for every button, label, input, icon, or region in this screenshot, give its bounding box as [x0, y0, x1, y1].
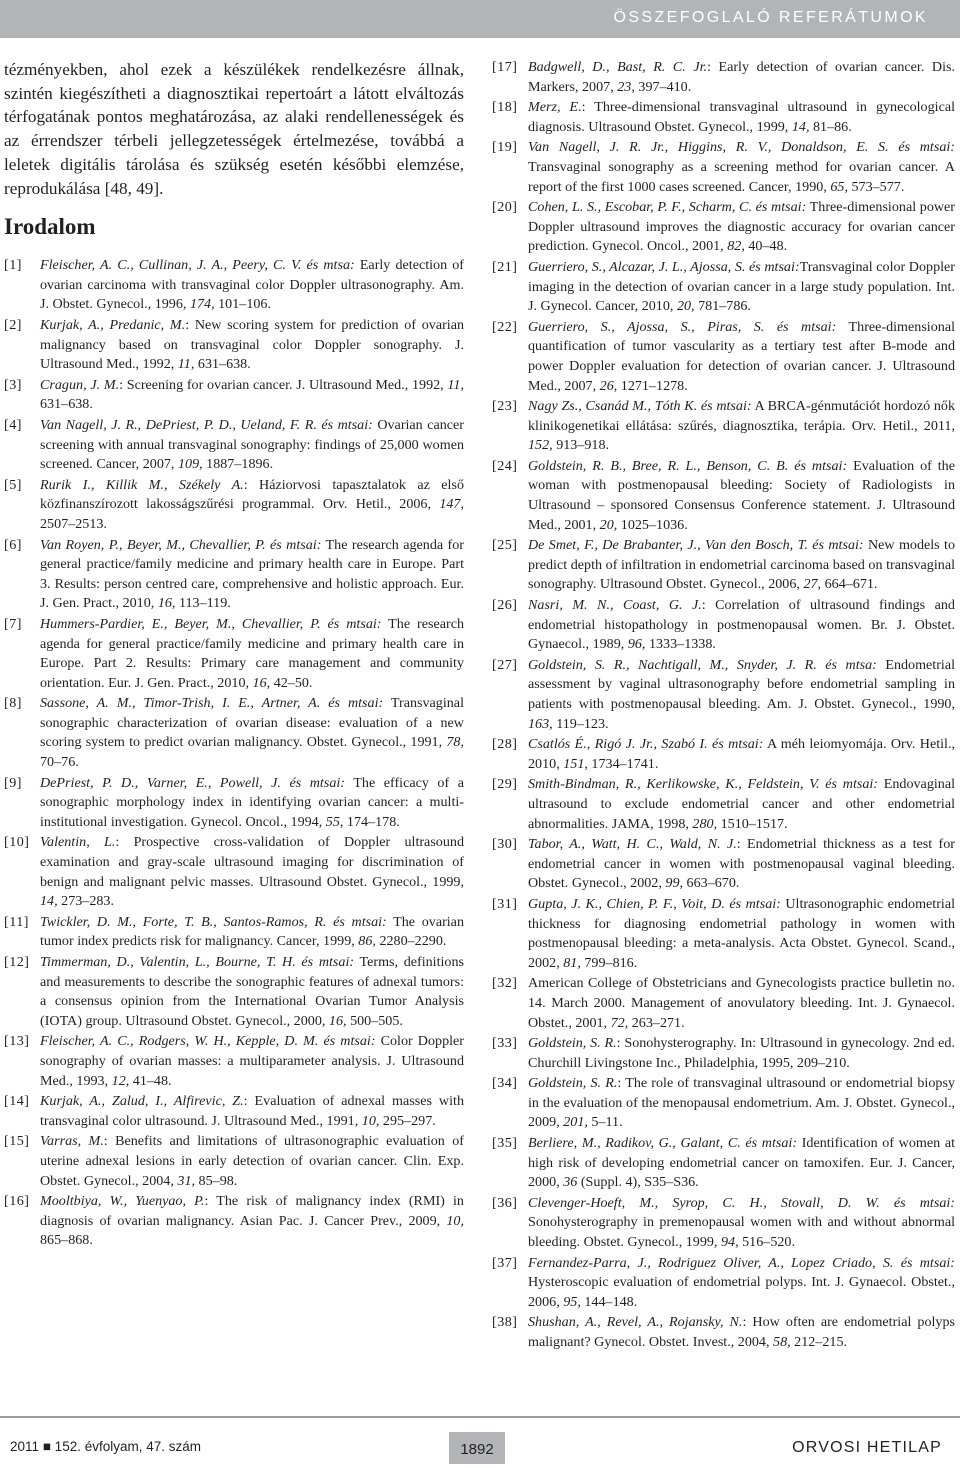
reference-text: Hysteroscopic evaluation of endometrial polyps. Int. J. Gynaecol. Obstet., 2006, [528, 1274, 955, 1310]
reference-item [492, 835, 955, 894]
header-band [0, 0, 960, 38]
reference-authors: Goldstein, R. B., Bree, R. L., Benson, C. B. és mtsai: [528, 457, 848, 474]
reference-number: [19] [492, 139, 518, 156]
reference-text: Evaluation of the woman with postmenopausal bleeding: Society of Radiologists in Ultrasound – sponsored Consensus Conference statement. J. Ultrasound Med., 2001, [528, 457, 955, 533]
reference-text: : The role of transvaginal ultrasound or endometrial biopsy in the evaluation of the menopausal endometrium. Am. J. Obstet. Gynecol., 2009, [528, 1075, 955, 1131]
reference-volume: 65, [830, 178, 848, 195]
reference-text: Ovarian cancer screening with annual transvaginal sonography: findings of 25,000 women screened. Cancer, 2007, [40, 416, 464, 473]
reference-authors: Smith-Bindman, R., Kerlikowske, K., Feldstein, V. és mtsai: [528, 776, 879, 793]
reference-number: [15] [4, 1133, 30, 1150]
reference-item [492, 656, 955, 734]
reference-pages: 516–520. [738, 1234, 795, 1251]
reference-number: [13] [4, 1033, 30, 1050]
reference-text: : Prospective cross-validation of Doppler ultrasound examination and gray-scale ultrasound imaging for discrimination of benign and malignant pelvic masses. Ultrasound Obstet. Gynecol., 1999, [40, 834, 464, 890]
reference-number: [14] [4, 1093, 30, 1110]
reference-volume: 147, [439, 496, 464, 513]
reference-number: [16] [4, 1193, 30, 1210]
reference-volume: 10, [446, 1212, 464, 1229]
reference-volume: 20, [599, 516, 618, 533]
reference-volume: 14, [791, 118, 810, 135]
reference-volume: 11, [177, 356, 195, 373]
reference-number: [6] [4, 536, 22, 553]
reference-authors: Goldstein, S. R. [528, 1035, 617, 1052]
reference-text: : New scoring system for prediction of ovarian malignancy based on transvaginal color Doppler sonography. J. Ultrasound Med., 1992, [40, 317, 465, 373]
reference-item [4, 256, 464, 315]
reference-number: [4] [4, 416, 22, 433]
reference-number: [23] [492, 398, 518, 415]
reference-authors: Tabor, A., Watt, H. C., Wald, N. J. [528, 836, 737, 853]
reference-list-right [492, 58, 955, 1353]
reference-number: [35] [492, 1135, 518, 1152]
reference-number: [37] [492, 1254, 518, 1271]
reference-text: Early detection of ovarian carcinoma with transvaginal color Doppler ultrasonography. Am. J. Obstet. Gynecol., 1996, [40, 257, 464, 313]
reference-text: : How often are endometrial polyps malignant? Gynecol. Obstet. Invest., 2004, [528, 1314, 956, 1350]
reference-pages: 263–271. [628, 1014, 685, 1031]
reference-number: [8] [4, 695, 22, 712]
page-number: 1892 [449, 1432, 505, 1464]
reference-pages: 913–918. [552, 437, 610, 454]
reference-number: [30] [492, 836, 518, 853]
reference-item [4, 1192, 464, 1251]
reference-volume: 96, [627, 636, 646, 653]
reference-pages: 1025–1036. [617, 516, 688, 533]
reference-text: : Screening for ovarian cancer. J. Ultrasound Med., 1992, [119, 376, 448, 393]
reference-number: [11] [4, 913, 29, 930]
reference-number: [20] [492, 199, 518, 216]
reference-number: [10] [4, 834, 30, 851]
reference-authors: Hummers-Pardier, E., Beyer, M., Chevallier, P. és mtsai: [40, 615, 382, 632]
reference-item [492, 974, 955, 1033]
reference-volume: 174, [189, 296, 215, 313]
reference-pages: 573–577. [847, 178, 905, 195]
reference-text: Transvaginal sonography as a screening method for ovarian cancer. A report of the first 1000 cases screened. Cancer, 1990, [528, 158, 955, 195]
reference-authors: Kurjak, A., Predanic, M. [40, 317, 186, 333]
reference-item [492, 1254, 955, 1313]
reference-authors: Shushan, A., Revel, A., Rojansky, N. [528, 1314, 743, 1331]
reference-text: : Evaluation of adnexal masses with transvaginal color ultrasound. J. Ultrasound Med., 1991, [40, 1093, 464, 1129]
reference-volume: 31, [177, 1172, 196, 1189]
reference-authors: Cohen, L. S., Escobar, P. F., Scharm, C. és mtsai: [528, 199, 807, 216]
reference-number: [7] [4, 615, 22, 632]
reference-pages: 663–670. [683, 875, 740, 892]
reference-volume: 55, [325, 813, 344, 830]
reference-authors: Merz, E. [528, 99, 582, 116]
reference-volume: 10, [361, 1112, 380, 1129]
reference-volume: 16, [328, 1012, 347, 1029]
reference-pages: 781–786. [694, 298, 751, 315]
reference-authors: Twickler, D. M., Forte, T. B., Santos-Ramos, R. és mtsai: [40, 913, 387, 930]
reference-text: Endovaginal ultrasound to exclude endometrial cancer and other endometrial abnormalities. JAMA, 1998, [528, 776, 955, 832]
reference-authors: Kurjak, A., Zalud, I., Alfirevic, Z. [40, 1093, 244, 1110]
reference-item [492, 775, 955, 834]
reference-item [492, 596, 955, 655]
references-heading: Irodalom [4, 214, 96, 240]
reference-number: [18] [492, 99, 518, 116]
reference-number: [2] [4, 317, 22, 333]
reference-text: Endometrial assessment by vaginal ultrasonography before endometrial sampling in patients with postmenopausal bleeding. Am. J. Obstet. Gynecol., 1990, [528, 656, 955, 712]
reference-authors: Badgwell, D., Bast, R. C. Jr. [528, 59, 708, 75]
reference-volume: 151, [563, 755, 588, 772]
reference-authors: Cragun, J. M. [40, 376, 120, 393]
reference-pages: 1333–1338. [645, 636, 716, 653]
reference-pages: 865–868. [40, 1232, 93, 1249]
reference-pages: 1734–1741. [587, 755, 659, 772]
reference-text: Transvaginal sonographic characterization of ovarian disease: evaluation of a new scoring system to predict ovarian malignancy. Obstet. Gynecol., 1991, [40, 695, 464, 751]
reference-item [492, 536, 955, 595]
reference-pages: 85–98. [195, 1172, 238, 1189]
reference-pages: 631–638. [40, 396, 93, 413]
reference-number: [3] [4, 376, 22, 393]
reference-text: A BRCA-génmutációt hordozó nők klinikogenetikai ellátása: szűrés, diagnosztika, terápia. Orv. Hetil., 2011, [528, 398, 956, 434]
reference-authors: Goldstein, S. R., Nachtigall, M., Snyder, J. R. és mtsa: [528, 656, 877, 673]
right-column [492, 58, 955, 1354]
reference-number: [26] [492, 597, 518, 614]
reference-number: [34] [492, 1075, 518, 1092]
left-column [4, 58, 464, 1252]
reference-item [4, 316, 464, 375]
reference-authors: Timmerman, D., Valentin, L., Bourne, T. H. és mtsai: [40, 954, 355, 970]
reference-volume: 72, [610, 1014, 629, 1031]
reference-pages: 664–671. [821, 576, 878, 593]
reference-volume: 12, [111, 1072, 130, 1089]
reference-text: The efficacy of a sonographic morphology index in identifying ovarian cancer: a multi-institutional investigation. Gynecol. Oncol., 1994, [40, 774, 464, 830]
reference-authors: Fleischer, A. C., Cullinan, J. A., Peery, C. V. és mtsa: [40, 257, 355, 274]
reference-number: [22] [492, 318, 518, 335]
reference-pages: 81–86. [809, 118, 852, 135]
reference-item [4, 376, 464, 415]
reference-text: : Endometrial thickness as a test for endometrial cancer in women with postmenopausal vaginal bleeding. Obstet. Gynecol., 2002, [528, 836, 955, 892]
reference-volume: 23, [617, 78, 635, 95]
reference-item [4, 615, 464, 693]
reference-volume: 16, [157, 595, 176, 612]
reference-volume: 16, [252, 674, 271, 691]
reference-text: The ovarian tumor index predicts risk for malignancy. Cancer, 1999, [40, 913, 464, 950]
reference-number: [38] [492, 1314, 518, 1331]
reference-authors: Csatlós É., Rigó J. Jr., Szabó I. és mtsai: [528, 736, 764, 753]
reference-item [4, 953, 464, 1031]
reference-pages: 144–148. [580, 1293, 638, 1310]
reference-text: The research agenda for general practice/family medicine and primary health care in Europe. Part 2. Results: Primary care management and community orientation. Eur. J. Gen. Pract., 2010, [40, 615, 464, 691]
reference-number: [24] [492, 457, 518, 474]
reference-pages: 40–48. [744, 238, 788, 255]
reference-pages: 119–123. [552, 715, 609, 732]
reference-text: : Benefits and limitations of ultrasonographic evaluation of uterine adnexal lesions in early detection of ovarian cancer. Clin. Exp. Obstet. Gynecol., 2004, [40, 1133, 464, 1189]
reference-number: [27] [492, 656, 518, 673]
reference-number: [31] [492, 895, 518, 912]
reference-authors: Fernandez-Parra, J., Rodriguez Oliver, A., Lopez Criado, S. és mtsai: [528, 1254, 955, 1271]
reference-volume: 11, [447, 376, 464, 393]
reference-list-left [4, 256, 464, 1251]
reference-volume: 109, [177, 456, 203, 473]
reference-authors: Guerriero, S., Ajossa, S., Piras, S. és mtsai: [528, 318, 837, 335]
reference-volume: 27, [803, 576, 822, 593]
journal-name: ORVOSI HETILAP [792, 1439, 942, 1456]
reference-text: Terms, definitions and measurements to describe the sonographic features of adnexal tumors: a consensus opinion from the International Ovarian Tumor Analysis (IOTA) group. Ultrasound Obstet. Gynecol., 2000, [40, 954, 464, 1029]
reference-text: Color Doppler sonography of ovarian masses: a multiparameter analysis. J. Ultrasound Med., 1993, [40, 1033, 464, 1089]
reference-volume: 14, [40, 893, 58, 910]
reference-text: Three-dimensional quantification of tumor vascularity as a tertiary test after B-mode and power Doppler evaluation for detection of ovarian cancer. J. Ultrasound Med., 2007, [528, 318, 955, 394]
reference-pages: 295–297. [379, 1112, 436, 1129]
reference-item [4, 913, 464, 952]
reference-volume: 280, [692, 815, 718, 832]
reference-number: [25] [492, 537, 518, 554]
reference-number: [17] [492, 59, 518, 75]
reference-item [4, 1032, 464, 1091]
reference-item [4, 774, 464, 833]
reference-pages: 113–119. [175, 595, 231, 612]
reference-volume: 201, [563, 1114, 588, 1131]
reference-pages: 273–283. [57, 893, 114, 910]
reference-item [4, 694, 464, 772]
reference-item [492, 138, 955, 197]
reference-authors: Mooltbiya, W., Yuenyao, P. [40, 1193, 205, 1210]
reference-authors: Gupta, J. K., Chien, P. F., Voit, D. és mtsai: [528, 895, 781, 912]
reference-authors: Van Nagell, J. R., DePriest, P. D., Ueland, F. R. és mtsai: [40, 416, 373, 433]
reference-text: A méh leiomyomája. Orv. Hetil., 2010, [528, 736, 955, 772]
reference-pages: 5–11. [587, 1114, 623, 1131]
reference-volume: 94, [720, 1234, 739, 1251]
intro-paragraph: tézményekben, ahol ezek a készülékek rendelkezésre állnak, szintén kiegészítheti a diagnosztikai repertoárt a látott elváltozás térfogatának pontos meghatározása, az alaki rendellenességek és az érrendszer térbeli jellegzetességek értelmezése, továbbá a leletek digitális tárolása és szükség esetén későbbi elemzése, reprodukálása [48, 49]. [4, 60, 464, 198]
reference-authors: Van Nagell, J. R. Jr., Higgins, R. V., Donaldson, E. S. és mtsai: [528, 139, 955, 156]
footer-rule [0, 1416, 960, 1418]
reference-item [492, 98, 955, 137]
footer-issue: 2011 ■ 152. évfolyam, 47. szám [10, 1439, 202, 1454]
reference-number: [36] [492, 1194, 518, 1211]
reference-text: : Early detection of ovarian cancer. Dis. Markers, 2007, [528, 59, 955, 95]
reference-number: [33] [492, 1035, 518, 1052]
reference-pages: 631–638. [194, 356, 251, 373]
reference-number: [32] [492, 975, 518, 992]
reference-item [4, 536, 464, 614]
reference-number: [12] [4, 954, 30, 970]
reference-item [492, 1194, 955, 1253]
reference-pages: 70–76. [40, 754, 79, 771]
reference-volume: 82, [727, 238, 745, 255]
reference-pages: (Suppl. 4), S35–S36. [577, 1174, 699, 1191]
reference-pages: 174–178. [343, 813, 400, 830]
reference-item [492, 1074, 955, 1133]
reference-volume: 58, [773, 1334, 791, 1350]
reference-volume: 152, [528, 437, 553, 454]
reference-item [4, 476, 464, 535]
reference-item [4, 1132, 464, 1191]
reference-item [492, 457, 955, 535]
reference-pages: 1887–1896. [202, 456, 274, 473]
reference-volume: 163, [528, 715, 553, 732]
reference-pages: 799–816. [580, 954, 638, 971]
reference-item [492, 258, 955, 317]
reference-item [492, 318, 955, 396]
reference-authors: DePriest, P. D., Varner, E., Powell, J. és mtsai: [40, 774, 345, 791]
reference-item [492, 1034, 955, 1073]
reference-text: Transvaginal color Doppler imaging in the detection of ovarian cancer in a large study population. Int. J. Gynecol. Cancer, 2010, [528, 258, 955, 315]
reference-text: : Three-dimensional transvaginal ultrasound in gynecological diagnosis. Ultrasound Obstet. Gynecol., 1999, [528, 99, 955, 135]
reference-volume: 20, [676, 298, 695, 315]
reference-authors: Nagy Zs., Csanád M., Tóth K. és mtsai: [528, 398, 752, 415]
reference-text: New models to predict depth of infiltration in endometrial carcinoma based on transvaginal sonography. Ultrasound Obstet. Gynecol., 2006, [528, 537, 955, 593]
reference-text: : The risk of malignancy index (RMI) in diagnosis of ovarian malignancy. Asian Pac. J. Cancer Prev., 2009, [40, 1193, 464, 1229]
reference-item [492, 1313, 955, 1352]
reference-item [4, 833, 464, 911]
reference-authors: Guerriero, S., Alcazar, J. L., Ajossa, S. és mtsai: [528, 258, 800, 275]
reference-number: [29] [492, 776, 518, 793]
reference-number: [9] [4, 774, 22, 791]
reference-authors: Sassone, A. M., Timor-Trish, I. E., Artner, A. és mtsai: [40, 695, 384, 712]
reference-pages: 1271–1278. [617, 377, 688, 394]
reference-authors: Van Royen, P., Beyer, M., Chevallier, P. és mtsai: [40, 536, 322, 553]
reference-volume: 86, [358, 933, 376, 950]
reference-item [4, 416, 464, 475]
reference-item [492, 198, 955, 257]
reference-number: [28] [492, 736, 518, 753]
reference-authors: Valentin, L. [40, 834, 116, 851]
reference-volume: 81, [563, 954, 581, 971]
reference-volume: 99, [665, 875, 684, 892]
reference-item [492, 895, 955, 973]
reference-text: The research agenda for general practice/family medicine and primary health care in Europe. Part 3. Results: person centred care, comprehensive and holistic approach. Eur. J. Gen. Pract., 2010, [40, 536, 464, 612]
reference-volume: 26, [599, 377, 618, 394]
reference-volume: 78, [446, 734, 464, 751]
reference-volume: 36 [563, 1174, 578, 1191]
reference-pages: 1510–1517. [717, 815, 788, 832]
reference-text: Ultrasonographic endometrial thickness for diagnosing endometrial pathology in women with postmenopausal bleeding: a meta-analysis. Acta Obstet. Gynecol. Scand., 2002, [528, 895, 955, 971]
reference-volume: 95, [563, 1293, 581, 1310]
reference-authors: Varras, M. [40, 1133, 104, 1150]
reference-text: Identification of women at high risk of developing endometrial cancer on tamoxifen. Eur. J. Cancer, 2000, [528, 1135, 956, 1191]
reference-text: : Sonohysterography. In: Ultrasound in gynecology. 2nd ed. Churchill Livingstone Inc., Philadelphia, 1995, 209–210. [528, 1035, 955, 1071]
reference-pages: 41–48. [129, 1072, 172, 1089]
reference-pages: 212–215. [790, 1334, 848, 1350]
reference-text: Sonohysterography in premenopausal women with and without abnormal bleeding. Obstet. Gynecol., 1999, [528, 1214, 955, 1251]
reference-item [492, 58, 955, 97]
reference-authors: Rurik I., Killik M., Székely A. [40, 476, 244, 493]
reference-pages: 500–505. [346, 1012, 403, 1029]
reference-number: [1] [4, 257, 22, 274]
reference-authors: Goldstein, S. R. [528, 1075, 618, 1092]
reference-item [492, 1134, 955, 1193]
reference-authors: De Smet, F., De Brabanter, J., Van den Bosch, T. és mtsai: [528, 537, 864, 554]
reference-pages: 42–50. [270, 674, 313, 691]
reference-text: American College of Obstetricians and Gynecologists practice bulletin no. 14. March 2000. Management of anovulatory bleeding. Int. J. Gynaecol. Obstet., 2001, [528, 975, 955, 1031]
reference-text: : Háziorvosi tapasztalatok az első közfinanszírozott lakosságszűrési programmal. Orv. Hetil., 2006, [40, 476, 464, 513]
reference-authors: Berliere, M., Radikov, G., Galant, C. és mtsai: [528, 1135, 798, 1152]
reference-authors: Fleischer, A. C., Rodgers, W. H., Kepple, D. M. és mtsai: [40, 1033, 376, 1050]
section-label: ÖSSZEFOGLALÓ REFERÁTUMOK [613, 9, 928, 26]
reference-text: Three-dimensional power Doppler ultrasound improves the diagnostic accuracy for ovarian cancer prediction. Gynecol. Oncol., 2001, [528, 199, 955, 255]
reference-pages: 101–106. [214, 296, 271, 313]
reference-item [4, 1092, 464, 1131]
reference-number: [21] [492, 258, 518, 275]
reference-item [492, 397, 955, 456]
reference-item [492, 735, 955, 774]
reference-pages: 397–410. [634, 78, 692, 95]
reference-text: : Correlation of ultrasound findings and endometrial histopathology in postmenopausal women. Br. J. Obstet. Gynaecol., 1989, [528, 597, 955, 653]
reference-authors: Clevenger-Hoeft, M., Syrop, C. H., Stovall, D. W. és mtsai: [528, 1194, 955, 1211]
reference-pages: 2507–2513. [40, 515, 107, 532]
reference-authors: Nasri, M. N., Coast, G. J. [528, 597, 702, 614]
reference-number: [5] [4, 476, 22, 493]
reference-pages: 2280–2290. [375, 933, 447, 950]
